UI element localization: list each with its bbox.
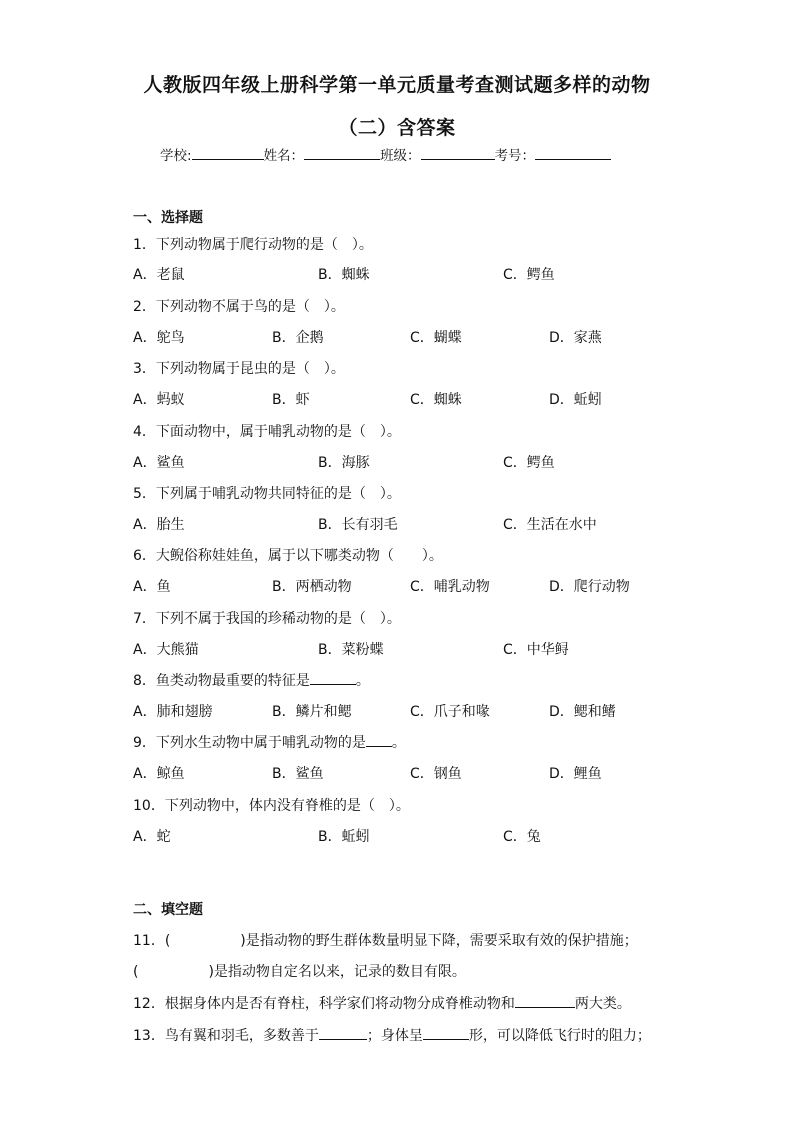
question-stem: 1．下列动物属于爬行动物的是（ ）。 xyxy=(133,237,373,253)
option-d[interactable]: D．家燕 xyxy=(549,330,602,346)
number-label: 考号： xyxy=(494,148,536,164)
question-text: 12．根据身体内是否有脊柱，科学家们将动物分成脊椎动物和 xyxy=(133,996,515,1012)
option-c[interactable]: C．兔 xyxy=(503,829,541,845)
class-label: 班级： xyxy=(380,148,421,164)
question-text: 8．鱼类动物最重要的特征是 xyxy=(133,673,310,689)
option-c[interactable]: C．蝴蝶 xyxy=(410,330,462,346)
section-heading-choice: 一、选择题 xyxy=(133,210,203,226)
number-field[interactable] xyxy=(535,145,611,160)
question-text-end: 。 xyxy=(355,673,370,689)
option-a[interactable]: A．鸵鸟 xyxy=(133,330,185,346)
option-c[interactable]: C．鳄鱼 xyxy=(503,455,555,471)
question-text-mid: ；身体呈 xyxy=(366,1028,423,1044)
option-b[interactable]: B．鲨鱼 xyxy=(272,766,324,782)
document-title: 人教版四年级上册科学第一单元质量考查测试题多样的动物 xyxy=(143,74,651,96)
question-stem: 10．下列动物中，体内没有脊椎的是（ ）。 xyxy=(133,798,410,814)
option-d[interactable]: D．鳃和鳍 xyxy=(549,704,616,720)
student-info-line xyxy=(160,144,611,164)
question-text-end: 。 xyxy=(391,735,406,751)
school-field[interactable] xyxy=(192,145,264,160)
question-stem xyxy=(133,670,370,690)
question-stem: 2．下列动物不属于鸟的是（ ）。 xyxy=(133,299,345,315)
option-b[interactable]: B．蚯蚓 xyxy=(318,829,370,845)
question-text-end: 两大类。 xyxy=(574,996,631,1012)
fill-question-12 xyxy=(133,993,631,1013)
option-d[interactable]: D．爬行动物 xyxy=(549,579,630,595)
fill-question-11: 11．( )是指动物的野生群体数量明显下降，需要采取有效的保护措施； xyxy=(133,933,638,949)
option-a[interactable]: A．胎生 xyxy=(133,517,185,533)
option-b[interactable]: B．虾 xyxy=(272,392,310,408)
option-c[interactable]: C．哺乳动物 xyxy=(410,579,490,595)
question-text: 9．下列水生动物中属于哺乳动物的是 xyxy=(133,735,366,751)
name-label: 姓名： xyxy=(263,148,305,164)
option-c[interactable]: C．蜘蛛 xyxy=(410,392,462,408)
option-a[interactable]: A．鲸鱼 xyxy=(133,766,185,782)
answer-blank[interactable] xyxy=(319,1025,367,1040)
option-d[interactable]: D．鲤鱼 xyxy=(549,766,602,782)
option-a[interactable]: A．蛇 xyxy=(133,829,171,845)
option-b[interactable]: B．海豚 xyxy=(318,455,370,471)
option-c[interactable]: C．爪子和喙 xyxy=(410,704,490,720)
question-stem: 6．大鲵俗称娃娃鱼，属于以下哪类动物（ ）。 xyxy=(133,548,443,564)
option-c[interactable]: C．中华鲟 xyxy=(503,642,569,658)
name-field[interactable] xyxy=(304,145,380,160)
option-c[interactable]: C．鳄鱼 xyxy=(503,267,555,283)
answer-blank[interactable] xyxy=(366,732,392,747)
option-c[interactable]: C．生活在水中 xyxy=(503,517,597,533)
option-b[interactable]: B．长有羽毛 xyxy=(318,517,398,533)
option-a[interactable]: A．老鼠 xyxy=(133,267,185,283)
option-b[interactable]: B．菜粉蝶 xyxy=(318,642,384,658)
option-b[interactable]: B．鳞片和鳃 xyxy=(272,704,352,720)
option-a[interactable]: A．蚂蚁 xyxy=(133,392,185,408)
option-a[interactable]: A．鲨鱼 xyxy=(133,455,185,471)
answer-blank[interactable] xyxy=(423,1025,469,1040)
section-heading-fill: 二、填空题 xyxy=(133,902,203,918)
question-stem: 3．下列动物属于昆虫的是（ ）。 xyxy=(133,361,345,377)
class-field[interactable] xyxy=(421,145,495,160)
option-d[interactable]: D．蚯蚓 xyxy=(549,392,602,408)
fill-question-11-cont: ( )是指动物自定名以来，记录的数目有限。 xyxy=(133,964,466,980)
answer-blank[interactable] xyxy=(310,670,356,685)
question-text: 13．鸟有翼和羽毛，多数善于 xyxy=(133,1028,319,1044)
question-stem: 5．下列属于哺乳动物共同特征的是（ ）。 xyxy=(133,486,401,502)
option-a[interactable]: A．鱼 xyxy=(133,579,171,595)
option-b[interactable]: B．两栖动物 xyxy=(272,579,352,595)
answer-blank[interactable] xyxy=(515,993,575,1008)
option-a[interactable]: A．大熊猫 xyxy=(133,642,199,658)
question-stem: 7．下列不属于我国的珍稀动物的是（ ）。 xyxy=(133,611,401,627)
question-stem: 4．下面动物中，属于哺乳动物的是（ ）。 xyxy=(133,424,401,440)
option-a[interactable]: A．肺和翅膀 xyxy=(133,704,213,720)
option-b[interactable]: B．企鹅 xyxy=(272,330,324,346)
document-subtitle: （二）含答案 xyxy=(338,117,456,139)
question-stem xyxy=(133,732,406,752)
option-b[interactable]: B．蜘蛛 xyxy=(318,267,370,283)
fill-question-13 xyxy=(133,1025,651,1045)
school-label: 学校: xyxy=(160,148,192,164)
question-text-end: 形，可以降低飞行时的阻力； xyxy=(468,1028,651,1044)
option-c[interactable]: C．钢鱼 xyxy=(410,766,462,782)
